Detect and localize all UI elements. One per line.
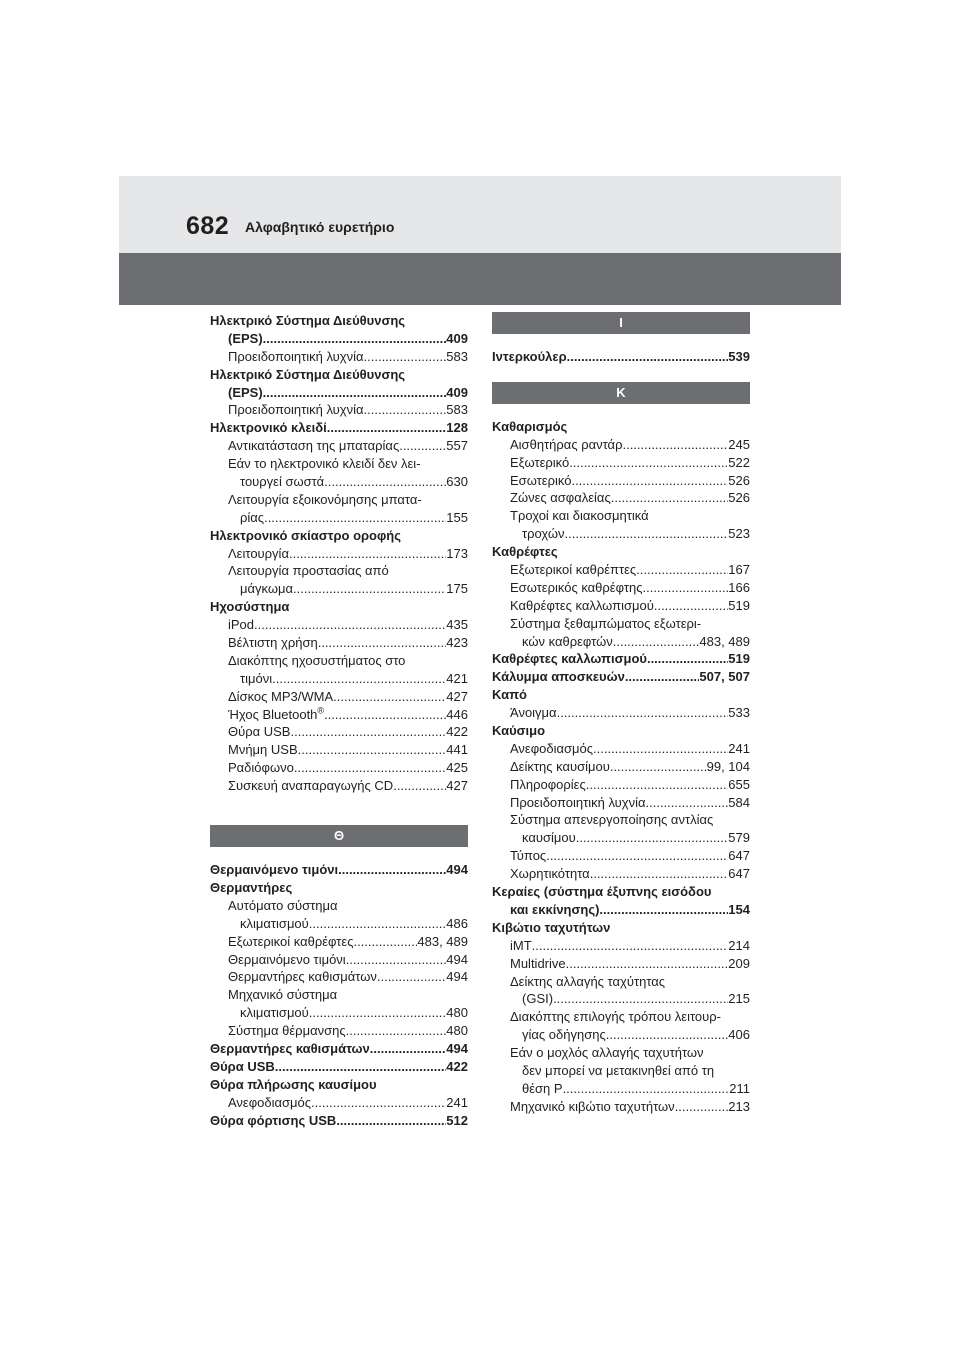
index-entry-page: 483, 489 [699,633,750,649]
trademark-sup: ® [317,705,325,716]
index-entry-page: 425 [446,760,468,776]
index-entry-term: Λειτουργία προστασίας από [228,563,389,579]
index-entry [492,919,750,937]
index-entry [210,1004,468,1022]
page-title: Αλφαβητικό ευρετήριο [245,219,395,235]
index-entry-term: Κάλυμμα αποσκευών [492,669,625,685]
index-entry-term: Θύρα φόρτισης USB [210,1112,337,1128]
index-entry-term: τιμόνι [240,670,273,686]
index-entry [210,652,468,670]
dot-leader [377,968,446,986]
index-entry-page: 422 [446,724,468,740]
dot-leader [599,901,728,919]
index-entry-page: 173 [446,545,468,561]
index-entry-term: κλιματισμού [240,1005,309,1021]
index-entry-page: 409 [446,330,468,346]
index-column-left [210,312,468,1129]
index-entry [210,419,468,437]
index-entry-page: 480 [446,1005,468,1021]
dot-leader [586,776,729,794]
index-column-right [492,312,750,1116]
index-entry-term: Εάν ο μοχλός αλλαγής ταχυτήτων [510,1045,704,1061]
index-entry [210,598,468,616]
dot-leader [557,704,729,722]
dot-leader [333,688,446,706]
index-entry [492,615,750,633]
header-dark-band [119,253,841,305]
index-entry-page: 421 [446,670,468,686]
dot-leader [309,915,447,933]
index-entry-term: Εάν το ηλεκτρονικό κλειδί δεν λει- [228,456,421,472]
index-entry-page: 583 [446,348,468,364]
index-entry-term: Ανεφοδιασμός [510,740,594,756]
dot-leader [346,951,447,969]
index-entry-term: (EPS) [228,384,263,400]
index-entry [492,722,750,740]
index-entry-term: Σύστημα απενεργοποίησης αντλίας [510,812,714,828]
index-entry-page: 245 [728,436,750,452]
index-entry [210,741,468,759]
index-entry-term: Ιντερκούλερ [492,349,567,364]
index-entry [210,330,468,348]
index-entry-term: (GSI) [522,991,554,1007]
index-entry-term: Πληροφορίες [510,776,586,792]
index-entry-term: δεν μπορεί να μετακινηθεί από τη [522,1062,715,1078]
index-entry [210,312,468,330]
index-entry-page: 167 [728,562,750,578]
index-entry [492,883,750,901]
index-entry [210,509,468,527]
index-entry-term: Καθρέφτες καλλωπισμού [492,651,647,667]
index-entry [492,454,750,472]
index-entry-term: Προειδοποιητική λυχνία [510,794,646,810]
dot-leader [647,650,728,668]
dot-leader [263,330,447,348]
index-entry-term: γίας οδήγησης [522,1027,606,1043]
index-entry [210,401,468,419]
dot-leader [290,723,446,741]
index-entry [492,901,750,919]
index-entry [492,973,750,991]
dot-leader [370,1040,447,1058]
index-entry [492,507,750,525]
dot-leader [309,1004,447,1022]
index-entry-term: Δείκτης αλλαγής ταχύτητας [510,973,666,989]
index-entry-page: 539 [728,349,750,364]
index-group-eta [210,312,468,795]
dot-leader [264,509,446,527]
index-group-kappa [492,418,750,1116]
index-entry-page: 241 [446,1094,468,1110]
index-entry-term: Ανεφοδιασμός [228,1094,312,1110]
index-entry-page: 214 [728,937,750,953]
index-entry [210,527,468,545]
index-entry [492,758,750,776]
dot-leader [298,741,447,759]
index-entry [210,777,468,795]
index-entry-term: Μνήμη USB [228,742,298,758]
index-entry [492,847,750,865]
dot-leader [565,525,729,543]
index-entry [492,776,750,794]
index-entry-term: Εξωτερικό [510,454,570,470]
index-entry-page: 519 [728,597,750,613]
index-entry-page: 209 [728,955,750,971]
index-entry [492,811,750,829]
index-entry-page: 446 [446,706,468,722]
index-entry [210,670,468,688]
index-entry-term: Διακόπτης ηχοσυστήματος στο [228,652,406,668]
index-entry [492,1008,750,1026]
index-entry-page: 630 [446,474,468,490]
index-entry-term: Αισθητήρας ραντάρ [510,436,623,452]
index-entry-term: Θερμαντήρες καθισμάτων [210,1040,370,1056]
index-entry-page: 533 [728,705,750,721]
index-entry [210,706,468,724]
index-entry [492,561,750,579]
index-entry-term: Προειδοποιητική λυχνία [228,348,364,364]
index-entry [210,348,468,366]
index-entry-page: 213 [728,1098,750,1114]
index-entry-term: Multidrive [510,955,566,971]
index-entry-term: Μηχανικό κιβώτιο ταχυτήτων [510,1098,675,1114]
index-entry [210,1112,468,1130]
dot-leader [338,861,446,879]
index-entry-term: Θύρα πλήρωσης καυσίμου [210,1076,377,1092]
dot-leader [610,758,707,776]
index-entry-page: 486 [446,915,468,931]
index-entry [492,525,750,543]
index-entry-page: 647 [728,848,750,864]
index-entry-page: 441 [446,742,468,758]
dot-leader [327,419,447,437]
index-entry-term: Διακόπτης επιλογής τρόπου λειτουρ- [510,1009,721,1025]
dot-leader [293,580,446,598]
index-entry-page: 523 [728,526,750,542]
index-entry [492,543,750,561]
index-entry-term: Εσωτερικός καθρέφτης [510,579,643,595]
index-entry-term: iMT [510,937,532,953]
index-entry [210,933,468,951]
index-entry-term: Λειτουργία εξοικονόμησης μπατα- [228,491,422,507]
dot-leader [546,847,728,865]
dot-leader [606,1026,729,1044]
index-entry-term: Ήχος Bluetooth® [228,705,325,722]
index-entry-page: 519 [728,651,750,667]
index-entry [492,472,750,490]
index-entry [210,634,468,652]
index-entry-term: Χωρητικότητα [510,866,590,882]
index-entry-term: Καθαρισμός [492,418,568,434]
index-entry-page: 522 [728,454,750,470]
index-entry [492,990,750,1008]
index-entry [492,633,750,651]
index-entry-term: ρίας [240,509,265,525]
index-entry-term: (EPS) [228,330,263,346]
index-entry [210,951,468,969]
index-entry [210,455,468,473]
index-entry-term: iPod [228,617,255,633]
index-entry [210,473,468,491]
index-entry-term: Συσκευή αναπαραγωγής CD [228,778,394,794]
index-entry [492,740,750,758]
index-entry-page: 480 [446,1023,468,1039]
index-entry-page: 166 [728,579,750,595]
dot-leader [364,348,447,366]
dot-leader [532,937,729,955]
index-entry-term: Θερμαντήρες καθισμάτων [228,969,377,985]
index-entry [210,562,468,580]
dot-leader [324,706,446,724]
dot-leader [566,955,729,973]
index-entry-term: κών καθρεφτών [522,633,613,649]
dot-leader [569,454,728,472]
index-entry-page: 155 [446,509,468,525]
index-entry-page: 483, 489 [417,933,468,949]
index-entry-page: 427 [446,688,468,704]
index-entry-term: Προειδοποιητική λυχνία [228,402,364,418]
index-entry-page: 647 [728,866,750,882]
index-entry [492,865,750,883]
index-entry-term: Κιβώτιο ταχυτήτων [492,919,611,935]
index-entry [210,580,468,598]
index-entry-page: 557 [446,438,468,454]
index-entry-page: 409 [446,384,468,400]
index-entry-page: 211 [729,1080,750,1096]
dot-leader [254,616,446,634]
index-group-theta [210,861,468,1129]
dot-leader [289,545,446,563]
index-entry-page: 494 [446,969,468,985]
index-entry-term: Καπό [492,687,527,703]
dot-leader [642,579,728,597]
index-entry-term: μάγκωμα [240,581,294,597]
dot-leader [272,670,446,688]
index-entry-term: Ηχοσύστημα [210,599,290,615]
dot-leader [622,436,728,454]
index-entry [492,1026,750,1044]
index-entry-term: Ζώνες ασφαλείας [510,490,611,506]
dot-leader [593,740,728,758]
index-entry-term: τουργεί σωστά [240,474,325,490]
index-entry-term: Κεραίες (σύστημα έξυπνης εισόδου [492,884,712,900]
index-entry-term: Βέλτιστη χρήση [228,635,318,651]
index-entry [492,1044,750,1062]
index-entry-term: Ηλεκτρονικό κλειδί [210,420,327,436]
index-entry-term: Ηλεκτρικό Σύστημα Διεύθυνσης [210,366,406,382]
index-entry-term: Τύπος [510,848,547,864]
dot-leader [294,759,446,777]
index-entry [492,1080,750,1098]
index-entry-term: Εξωτερικοί καθρέπτες [510,562,637,578]
index-entry-term: Μηχανικό σύστημα [228,987,338,1003]
dot-leader [654,597,728,615]
dot-leader [311,1094,446,1112]
dot-leader [393,777,446,795]
index-entry-page: 241 [728,740,750,756]
index-entry [492,937,750,955]
index-entry-page: 507, 507 [699,669,750,685]
index-entry-page: 494 [446,862,468,878]
index-entry [210,1040,468,1058]
index-entry-term: Δίσκος MP3/WMA [228,688,334,704]
index-entry [210,1022,468,1040]
index-entry-term: τροχών [522,526,565,542]
section-header-kappa: Κ [492,382,750,404]
index-entry [210,986,468,1004]
dot-leader [563,1080,730,1098]
dot-leader [336,1112,446,1130]
index-entry-page: 175 [446,581,468,597]
dot-leader [364,401,447,419]
index-entry-term: θέση P [522,1080,563,1096]
index-entry-term: Καύσιμο [492,723,546,739]
index-entry [492,794,750,812]
index-entry-term: Θύρα USB [228,724,291,740]
dot-leader [613,633,700,651]
index-entry-page: 99, 104 [706,758,750,774]
index-entry [210,1076,468,1094]
index-entry-page: 423 [446,635,468,651]
index-entry [492,1098,750,1116]
index-entry [492,597,750,615]
dot-leader [263,384,447,402]
dot-leader [576,829,729,847]
index-entry-page: 579 [728,830,750,846]
dot-leader [571,472,728,490]
index-entry [492,489,750,507]
index-entry [210,968,468,986]
index-entry-term: Ηλεκτρονικό σκίαστρο οροφής [210,527,401,543]
section-header-theta: Θ [210,825,468,847]
index-entry [210,688,468,706]
dot-leader [275,1058,447,1076]
index-entry-term: Σύστημα ξεθαμπώματος εξωτερι- [510,615,702,631]
index-entry [492,668,750,686]
index-entry-page: 128 [446,420,468,436]
index-entry-term: Εσωτερικό [510,472,572,488]
index-entry [492,348,750,366]
index-entry-page: 512 [446,1112,468,1128]
index-entry-page: 422 [446,1058,468,1074]
dot-leader [353,933,417,951]
index-entry-page: 427 [446,778,468,794]
index-entry-term: Τροχοί και διακοσμητικά [510,508,649,524]
index-entry-page: 406 [728,1027,750,1043]
index-entry-page: 494 [446,951,468,967]
dot-leader [636,561,728,579]
index-entry-page: 215 [728,991,750,1007]
index-entry-term: κλιματισμού [240,915,309,931]
index-entry-page: 526 [728,472,750,488]
index-entry-term: Δείκτης καυσίμου [510,758,610,774]
index-entry-term: Θύρα USB [210,1058,275,1074]
index-entry-page: 494 [446,1040,468,1056]
index-entry [492,418,750,436]
index-entry-term: Καθρέφτες καλλωπισμού [510,597,654,613]
index-entry [210,897,468,915]
index-group-iota [492,348,750,366]
index-entry-term: Θερμαντήρες [210,879,293,895]
index-entry-term: Θερμαινόμενο τιμόνι [210,862,339,878]
index-entry [210,759,468,777]
index-entry-term: Αντικατάσταση της μπαταρίας [228,438,400,454]
index-entry [492,436,750,454]
index-entry [492,686,750,704]
index-entry [210,616,468,634]
index-entry-term: και εκκίνησης) [510,901,600,917]
dot-leader [611,489,729,507]
dot-leader [399,437,446,455]
dot-leader [553,990,728,1008]
dot-leader [590,865,729,883]
index-entry-page: 154 [728,901,750,917]
index-entry-page: 526 [728,490,750,506]
index-entry [492,650,750,668]
dot-leader [324,473,446,491]
index-entry [492,1062,750,1080]
dot-leader [318,634,447,652]
index-entry [492,829,750,847]
index-entry [210,861,468,879]
dot-leader [346,1022,447,1040]
index-entry-page: 584 [728,794,750,810]
index-entry [210,491,468,509]
index-entry-term: Αυτόματο σύστημα [228,897,338,913]
index-entry [210,879,468,897]
index-entry [210,366,468,384]
index-entry-page: 583 [446,402,468,418]
index-entry-term: Άνοιγμα [510,705,557,721]
section-header-iota: Ι [492,312,750,334]
index-entry [210,437,468,455]
index-entry-term: Εξωτερικοί καθρέφτες [228,933,354,949]
index-entry-term: Ηλεκτρικό Σύστημα Διεύθυνσης [210,313,406,328]
dot-leader [625,668,700,686]
index-entry-term: Καθρέφτες [492,544,558,560]
index-entry-term: Λειτουργία [228,545,289,561]
dot-leader [675,1098,729,1116]
index-entry [492,704,750,722]
dot-leader [646,794,729,812]
index-entry-page: 435 [446,617,468,633]
index-entry [492,579,750,597]
index-entry-term: Ραδιόφωνο [228,760,294,776]
page-number: 682 [186,212,230,240]
index-entry [492,955,750,973]
index-entry-term: καυσίμου [522,830,576,846]
index-entry-term: Σύστημα θέρμανσης [228,1023,346,1039]
index-entry [210,545,468,563]
index-entry [210,1058,468,1076]
index-entry [210,1094,468,1112]
index-entry [210,384,468,402]
index-entry-term: Θερμαινόμενο τιμόνι [228,951,346,967]
dot-leader [567,348,729,366]
index-entry [210,915,468,933]
index-entry-page: 655 [728,776,750,792]
group-spacer [210,795,468,813]
index-entry [210,723,468,741]
